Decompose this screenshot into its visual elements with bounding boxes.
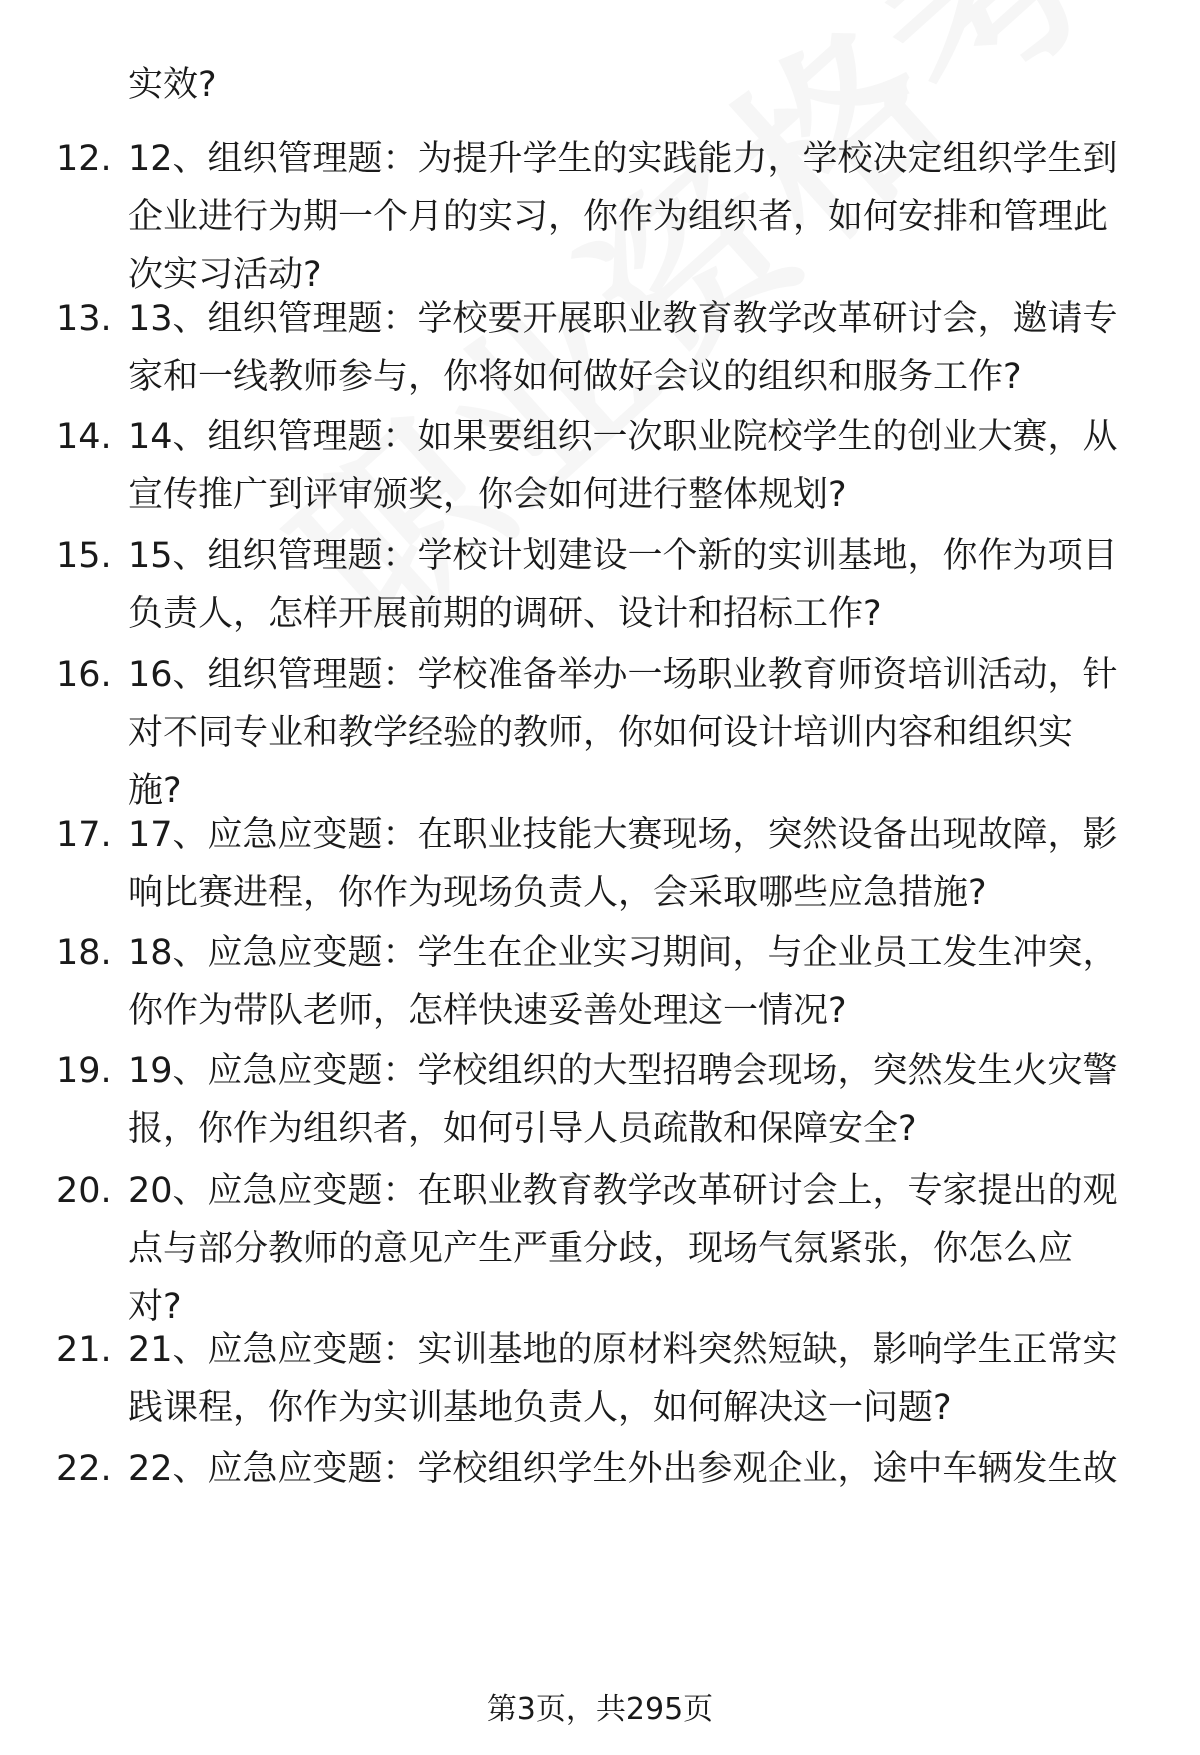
question-text-line: 点与部分教师的意见产生严重分歧，现场气氛紧张，你怎么应	[128, 1229, 1074, 1269]
question-text-line: 15、组织管理题：学校计划建设一个新的实训基地，你作为项目	[128, 536, 1118, 576]
question-text-line: 你作为带队老师，怎样快速妥善处理这一情况?	[128, 991, 847, 1031]
question-text-line: 17、应急应变题：在职业技能大赛现场，突然设备出现故障，影	[128, 815, 1118, 855]
question-number: 22.	[56, 1449, 112, 1489]
question-text	[128, 290, 1118, 406]
question-text-line: 宣传推广到评审颁奖，你会如何进行整体规划?	[128, 475, 847, 515]
question-text-line: 报，你作为组织者，如何引导人员疏散和保障安全?	[128, 1109, 917, 1149]
question-number: 21.	[56, 1330, 112, 1370]
question-text	[128, 1321, 1118, 1437]
question-text-line: 对不同专业和教学经验的教师，你如何设计培训内容和组织实	[128, 713, 1074, 753]
question-text-line: 负责人，怎样开展前期的调研、设计和招标工作?	[128, 594, 882, 634]
question-text-line: 对?	[128, 1287, 182, 1327]
question-text-line: 19、应急应变题：学校组织的大型招聘会现场，突然发生火灾警	[128, 1051, 1118, 1091]
question-number: 15.	[56, 536, 112, 576]
question-text	[128, 527, 1118, 643]
question-text	[128, 1162, 1118, 1336]
question-text	[128, 130, 1118, 304]
question-text-line: 13、组织管理题：学校要开展职业教育教学改革研讨会，邀请专	[128, 299, 1118, 339]
question-number: 14.	[56, 417, 112, 457]
question-text-line: 企业进行为期一个月的实习，你作为组织者，如何安排和管理此	[128, 197, 1109, 237]
question-text-line: 家和一线教师参与，你将如何做好会议的组织和服务工作?	[128, 357, 1022, 397]
question-text	[128, 646, 1118, 820]
question-text	[128, 806, 1118, 922]
question-text-line: 施?	[128, 771, 182, 811]
page-footer: 第3页，共295页	[486, 1692, 714, 1727]
question-text-line: 18、应急应变题：学生在企业实习期间，与企业员工发生冲突，	[128, 933, 1118, 973]
question-text	[128, 1042, 1118, 1158]
question-text-line: 响比赛进程，你作为现场负责人，会采取哪些应急措施?	[128, 873, 987, 913]
question-text	[128, 1440, 1118, 1498]
question-text-line: 次实习活动?	[128, 255, 322, 295]
question-text-line: 20、应急应变题：在职业教育教学改革研讨会上，专家提出的观	[128, 1171, 1118, 1211]
question-text-line: 14、组织管理题：如果要组织一次职业院校学生的创业大赛，从	[128, 417, 1118, 457]
question-number: 17.	[56, 815, 112, 855]
question-number: 16.	[56, 655, 112, 695]
question-text-line: 16、组织管理题：学校准备举办一场职业教育师资培训活动，针	[128, 655, 1118, 695]
question-text-line: 12、组织管理题：为提升学生的实践能力，学校决定组织学生到	[128, 139, 1118, 179]
question-text-line: 践课程，你作为实训基地负责人，如何解决这一问题?	[128, 1388, 952, 1428]
question-text	[128, 924, 1118, 1040]
question-number: 18.	[56, 933, 112, 973]
continuation-line: 实效?	[128, 65, 217, 105]
question-number: 20.	[56, 1171, 112, 1211]
question-text-line: 21、应急应变题：实训基地的原材料突然短缺，影响学生正常实	[128, 1330, 1118, 1370]
question-text	[128, 408, 1118, 524]
question-number: 13.	[56, 299, 112, 339]
question-number: 12.	[56, 139, 112, 179]
question-number: 19.	[56, 1051, 112, 1091]
question-text-line: 22、应急应变题：学校组织学生外出参观企业，途中车辆发生故	[128, 1449, 1118, 1489]
